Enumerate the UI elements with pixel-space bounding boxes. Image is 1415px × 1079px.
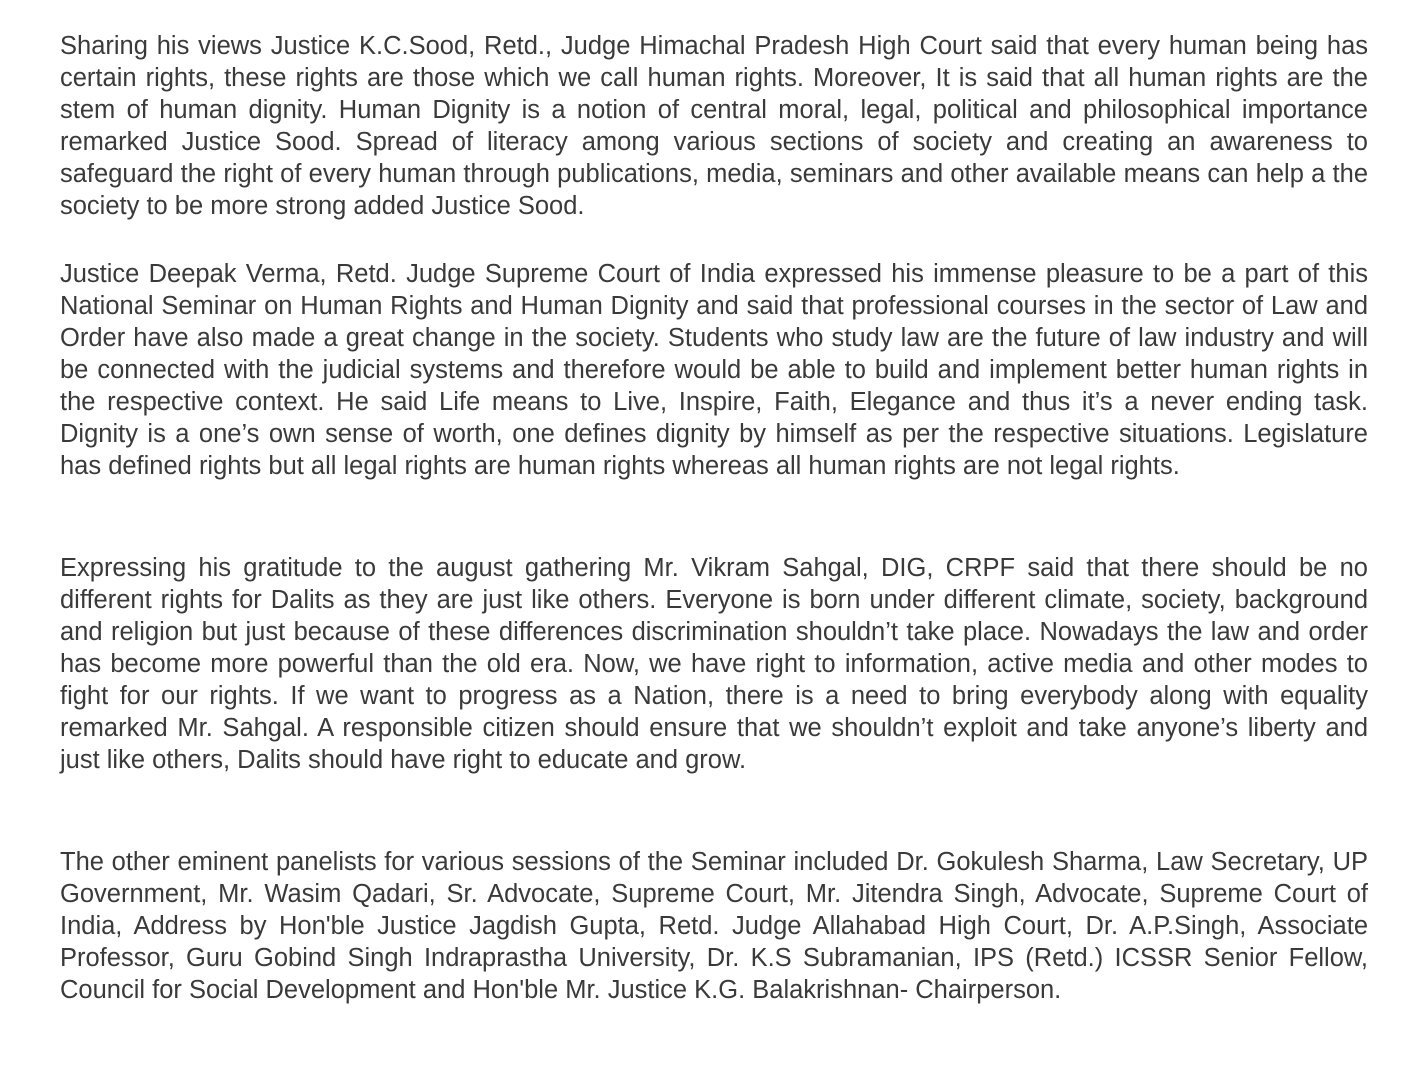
paragraph-panelists: The other eminent panelists for various sessions of the Seminar included Dr. Gokulesh Sharma, Law Secretary, UP Government, Mr. Wasim Qadari, Sr. Advocate, Supreme Court, Mr. Jitendra Singh, Advocate, Supreme Court of India, Address by Hon'ble Justice Jagdish Gupta, Retd. Judge Allahabad High Court, Dr. A.P.Singh, Associate Professor, Guru Gobind Singh Indraprastha University, Dr. K.S Subramanian, IPS (Retd.) ICSSR Senior Fellow, Council for Social Development and Hon'ble Mr. Justice K.G. Balakrishnan- Chairperson. [60,848,1368,1004]
paragraph-vikram-sahgal: Expressing his gratitude to the august gathering Mr. Vikram Sahgal, DIG, CRPF said that there should be no different rights for Dalits as they are just like others. Everyone is born under different climate, society, background and religion but just because of these differences discrimination shouldn’t take place. Nowadays the law and order has become more powerful than the old era. Now, we have right to information, active media and other modes to fight for our rights. If we want to progress as a Nation, there is a need to bring everybody along with equality remarked Mr. Sahgal. A responsible citizen should ensure that we shouldn’t exploit and take anyone’s liberty and just like others, Dalits should have right to educate and grow. [60,554,1368,774]
paragraph-justice-verma: Justice Deepak Verma, Retd. Judge Supreme Court of India expressed his immense pleasure to be a part of this National Seminar on Human Rights and Human Dignity and said that professional courses in the sector of Law and Order have also made a great change in the society. Students who study law are the future of law industry and will be connected with the judicial systems and therefore would be able to build and implement better human rights in the respective context. He said Life means to Live, Inspire, Faith, Elegance and thus it’s a never ending task. Dignity is a one’s own sense of worth, one defines dignity by himself as per the respective situations. Legislature has defined rights but all legal rights are human rights whereas all human rights are not legal rights. [60,260,1368,480]
paragraph-justice-sood: Sharing his views Justice K.C.Sood, Retd., Judge Himachal Pradesh High Court said that every human being has certain rights, these rights are those which we call human rights. Moreover, It is said that all human rights are the stem of human dignity. Human Dignity is a notion of central moral, legal, political and philosophical importance remarked Justice Sood. Spread of literacy among various sections of society and creating an awareness to safeguard the right of every human through publications, media, seminars and other available means can help a the society to be more strong added Justice Sood. [60,32,1368,220]
